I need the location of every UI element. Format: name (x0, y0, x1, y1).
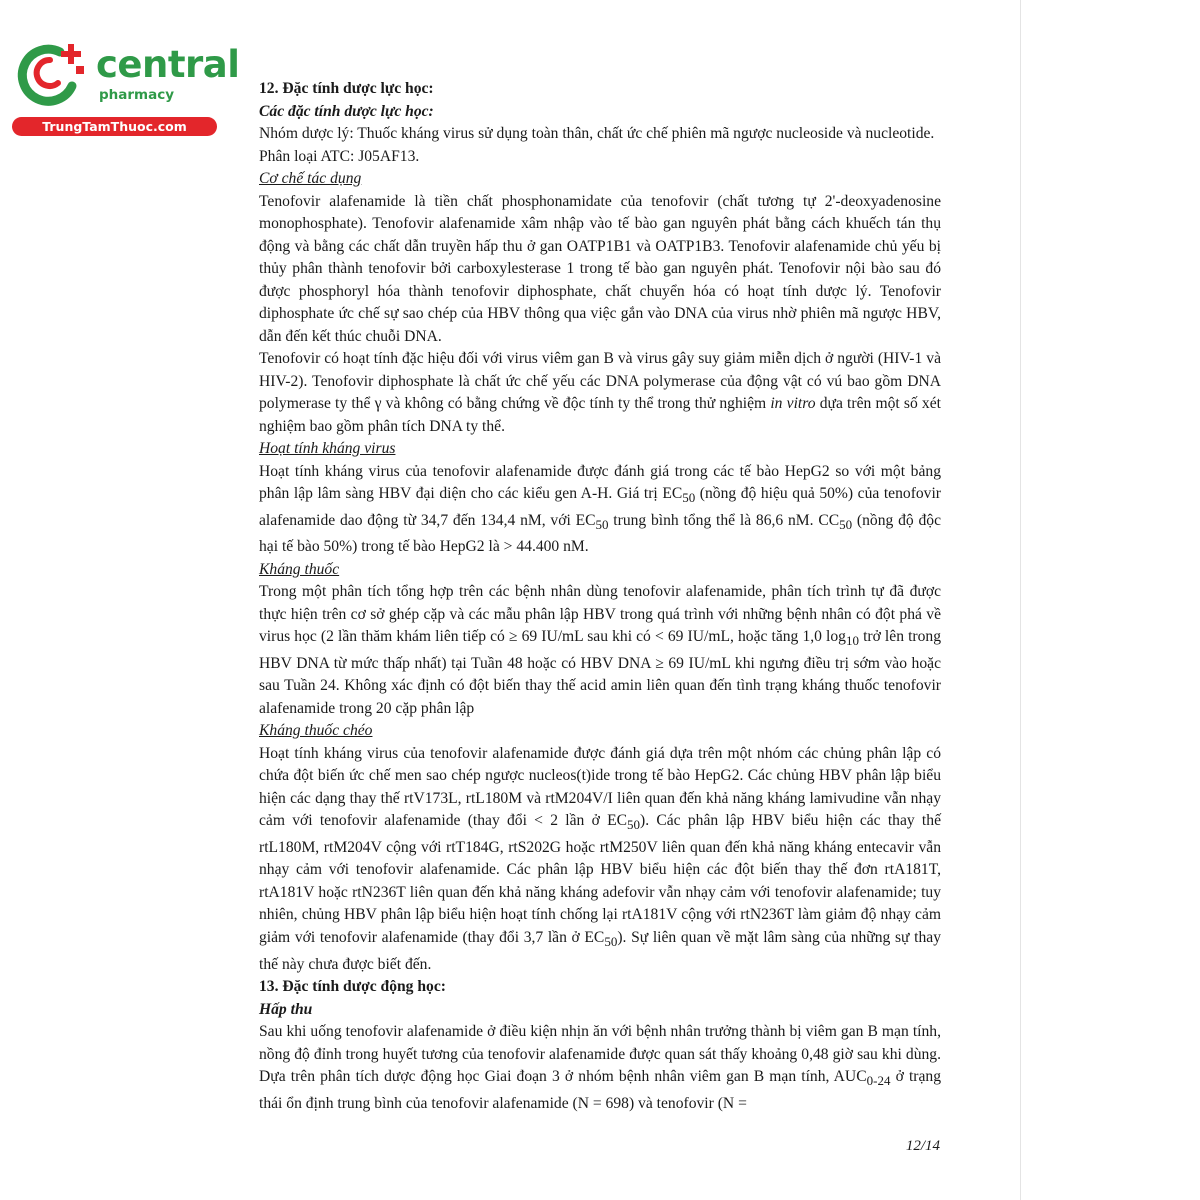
section-13-heading: 13. Đặc tính dược động học: (259, 978, 446, 996)
mechanism-title: Cơ chế tác dụng (259, 170, 362, 187)
logo-website-bar: TrungTamThuoc.com (12, 117, 217, 136)
section-12-heading: 12. Đặc tính dược lực học: (259, 80, 434, 97)
section-12-subheading: Các đặc tính dược lực học: (259, 102, 434, 120)
pharmacy-c-cross-icon (10, 38, 90, 110)
cross-resistance-title: Kháng thuốc chéo (259, 722, 373, 740)
document-body (259, 78, 941, 1115)
mechanism-paragraph-1: Tenofovir alafenamide là tiền chất phosphonamidate của tenofovir (chất tương tự 2'-deoxyadenosine monophosphate). Tenofovir alafenamide xâm nhập vào tế bào gan nguyên phát bằng cách khuếch tán thụ động và bằng các chất dẫn truyền hấp thu ở gan OATP1B1 và OATP1B3. Tenofovir alafenamide chủ yếu bị thủy phân thành tenofovir bởi carboxylesterase 1 trong tế bào gan nguyên phát. Tenofovir nội bào sau đó được phosphoryl hóa thành tenofovir diphosphate, chất chuyển hóa có hoạt tính dược lý. Tenofovir diphosphate ức chế sự sao chép của HBV thông qua việc gắn vào DNA của virus nhờ phiên mã ngược HBV, dẫn đến kết thúc chuỗi DNA. (259, 192, 941, 345)
resistance-title: Kháng thuốc (259, 560, 340, 578)
page-number: 12/14 (905, 1138, 940, 1154)
mechanism-paragraph-2: Tenofovir có hoạt tính đặc hiệu đối với virus viêm gan B và virus gây suy giảm miễn dịch ở người (HIV-1 và HIV-2). Tenofovir diphosphate là chất ức chế yếu các DNA polymerase của động vật có vú bao gồm DNA polymerase ty thể γ và không có bằng chứng về độc tính ty thể trong thử nghiệm in vitro dựa trên một số xét nghiệm bao gồm phân tích DNA ty thể. (259, 350, 941, 435)
logo-subtitle: pharmacy (99, 87, 175, 103)
pharmacologic-group-paragraph: Nhóm dược lý: Thuốc kháng virus sử dụng toàn thân, chất ức chế phiên mã ngược nucleoside và nucleotide. (259, 125, 935, 142)
antiviral-activity-paragraph: Hoạt tính kháng virus của tenofovir alafenamide được đánh giá trong các tế bào HepG2 so với một bảng phân lập lâm sàng HBV đại diện cho các kiểu gen A-H. Giá trị $EC_{50}$ (nồng độ hiệu quả 50%) của tenofovir alafenamide dao động từ 34,7 đến 134,4 nM, với $EC_{50}$ trung bình tổng thể là 86,6 nM. $CC_{50}$ (nồng độ độc hại tế bào 50%) trong tế bào HepG2 là > 44.400 nM. (259, 462, 942, 556)
page-edge-line (1020, 0, 1021, 1200)
resistance-paragraph: Trong một phân tích tổng hợp trên các bệnh nhân dùng tenofovir alafenamide, phân tích trình tự đã được thực hiện trên cơ sở ghép cặp và các mẫu phân lập HBV trong quá trình với những bệnh nhân có đột phá về virus học (2 lần thăm khám liên tiếp có ≥ 69 IU/mL sau khi có < 69 IU/mL, hoặc tăng 1,0 $\log_{10}$ trở lên trong HBV DNA từ mức thấp nhất) tại Tuần 48 hoặc có HBV DNA ≥ 69 IU/mL khi ngưng điều trị sớm vào hoặc sau Tuần 24. Không xác định có đột biến thay thế acid amin liên quan đến tình trạng kháng thuốc tenofovir alafenamide trong 20 cặp phân lập (259, 583, 941, 717)
section-13-subheading: Hấp thu (259, 1000, 313, 1018)
absorption-paragraph: Sau khi uống tenofovir alafenamide ở điều kiện nhịn ăn với bệnh nhân trưởng thành bị viêm gan B mạn tính, nồng độ đỉnh trong huyết tương của tenofovir alafenamide được quan sát thấy khoảng 0,48 giờ sau khi dùng. Dựa trên phân tích dược động học Giai đoạn 3 ở nhóm bệnh nhân viêm gan B mạn tính, $AUC_{0-24}$ ở trạng thái ổn định trung bình của tenofovir alafenamide (N = 698) và tenofovir (N = (259, 1023, 941, 1112)
central-pharmacy-logo (10, 38, 240, 138)
cross-resistance-paragraph: Hoạt tính kháng virus của tenofovir alafenamide được đánh giá dựa trên một nhóm các chủng phân lập có chứa đột biến ức chế men sao chép ngược nucleos(t)ide trong tế bào HepG2. Các chủng HBV phân lập biểu hiện các dạng thay thế rtV173L, rtL180M và rtM204V/I liên quan đến khả năng kháng lamivudine vẫn nhạy cảm với tenofovir alafenamide (thay đổi < 2 lần ở $EC_{50}$). Các phân lập HBV biểu hiện các thay thế rtL180M, rtM204V cộng với rtT184G, rtS202G hoặc rtM250V liên quan đến khả năng kháng entecavir vẫn nhạy cảm với tenofovir alafenamide. Các phân lập HBV biểu hiện các đột biến thay thế đơn rtA181T, rtA181V hoặc rtN236T liên quan đến khả năng kháng adefovir vẫn nhạy cảm với tenofovir alafenamide; tuy nhiên, chủng HBV phân lập biểu hiện hoạt tính chống lại rtA181V cộng với rtN236T làm giảm độ nhạy cảm giảm với tenofovir alafenamide (thay đổi 3,7 lần ở $EC_{50}$). Sự liên quan về mặt lâm sàng của những sự thay thế này chưa được biết đến. (259, 744, 941, 973)
antiviral-activity-title: Hoạt tính kháng virus (259, 440, 396, 457)
atc-code-paragraph: Phân loại ATC: J05AF13. (259, 147, 420, 165)
logo-brand-name: central (96, 43, 240, 86)
